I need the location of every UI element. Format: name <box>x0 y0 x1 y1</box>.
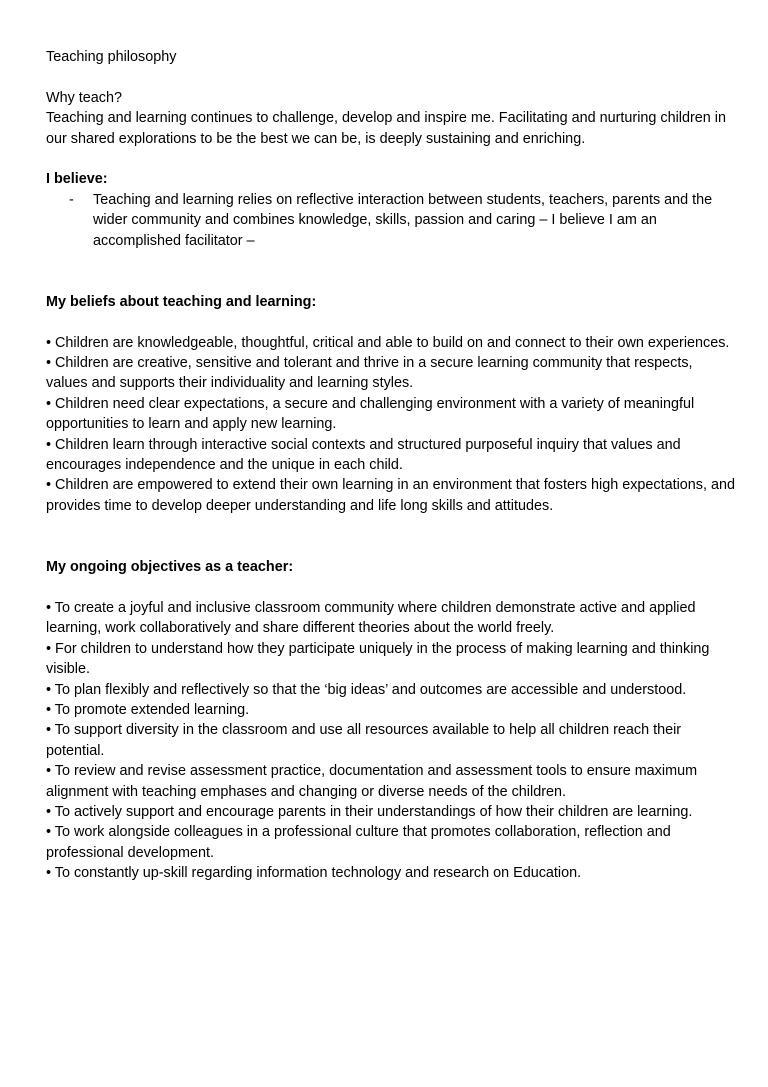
beliefs-item: • Children learn through interactive social contexts and structured purposeful inquiry that values and encourages independence and the unique in each child. <box>46 436 681 474</box>
objectives-item: • To work alongside colleagues in a professional culture that promotes collaboration, reflection and professional development. <box>46 824 671 861</box>
spacer <box>46 67 736 87</box>
believe-list-item <box>46 190 736 251</box>
spacer <box>46 516 736 557</box>
objectives-item: • To plan flexibly and reflectively so that the ‘big ideas’ and outcomes are accessible and understood. <box>46 681 687 698</box>
believe-item-text: Teaching and learning relies on reflective interaction between students, teachers, parents and the wider community and combines knowledge, skills, passion and caring – I believe I am an accomplished facilitator – <box>93 191 713 249</box>
spacer <box>46 577 736 597</box>
beliefs-item: • Children are knowledgeable, thoughtful, critical and able to build on and connect to their own experiences. <box>46 334 730 351</box>
dash-bullet: - <box>69 191 74 208</box>
objectives-item: • To promote extended learning. <box>46 701 250 718</box>
objectives-item: • To support diversity in the classroom and use all resources available to help all children reach their potential. <box>46 722 682 759</box>
beliefs-item: • Children need clear expectations, a secure and challenging environment with a variety of meaningful opportunities to learn and apply new learning. <box>46 395 695 433</box>
objectives-item: • To actively support and encourage parents in their understandings of how their children are learning. <box>46 803 693 820</box>
believe-heading: I believe: <box>46 171 108 188</box>
spacer <box>46 251 736 292</box>
objectives-heading: My ongoing objectives as a teacher: <box>46 559 294 576</box>
why-heading: Why teach? <box>46 89 122 106</box>
objectives-list <box>46 598 736 884</box>
spacer <box>46 312 736 332</box>
document-page <box>46 47 736 884</box>
objectives-item: • To create a joyful and inclusive classroom community where children demonstrate active and applied learning, work collaboratively and share different theories about the world freely. <box>46 599 696 637</box>
why-paragraph: Teaching and learning continues to challenge, develop and inspire me. Facilitating and nurturing children in our shared explorations to be the best we can be, is deeply sustaining and enriching. <box>46 110 726 147</box>
objectives-item: • To review and revise assessment practice, documentation and assessment tools to ensure maximum alignment with teaching emphases and changing or diverse needs of the children. <box>46 763 698 800</box>
document-title: Teaching philosophy <box>46 49 177 65</box>
objectives-item: • To constantly up-skill regarding information technology and research on Education. <box>46 865 582 882</box>
objectives-item: • For children to understand how they participate uniquely in the process of making learning and thinking visible. <box>46 640 710 678</box>
beliefs-item: • Children are empowered to extend their own learning in an environment that fosters high expectations, and provides time to develop deeper understanding and life long skills and attitudes. <box>46 477 736 514</box>
spacer <box>46 149 736 169</box>
beliefs-heading: My beliefs about teaching and learning: <box>46 293 317 310</box>
beliefs-item: • Children are creative, sensitive and tolerant and thrive in a secure learning community that respects, values and supports their individuality and learning styles. <box>46 355 693 392</box>
beliefs-list <box>46 333 736 517</box>
